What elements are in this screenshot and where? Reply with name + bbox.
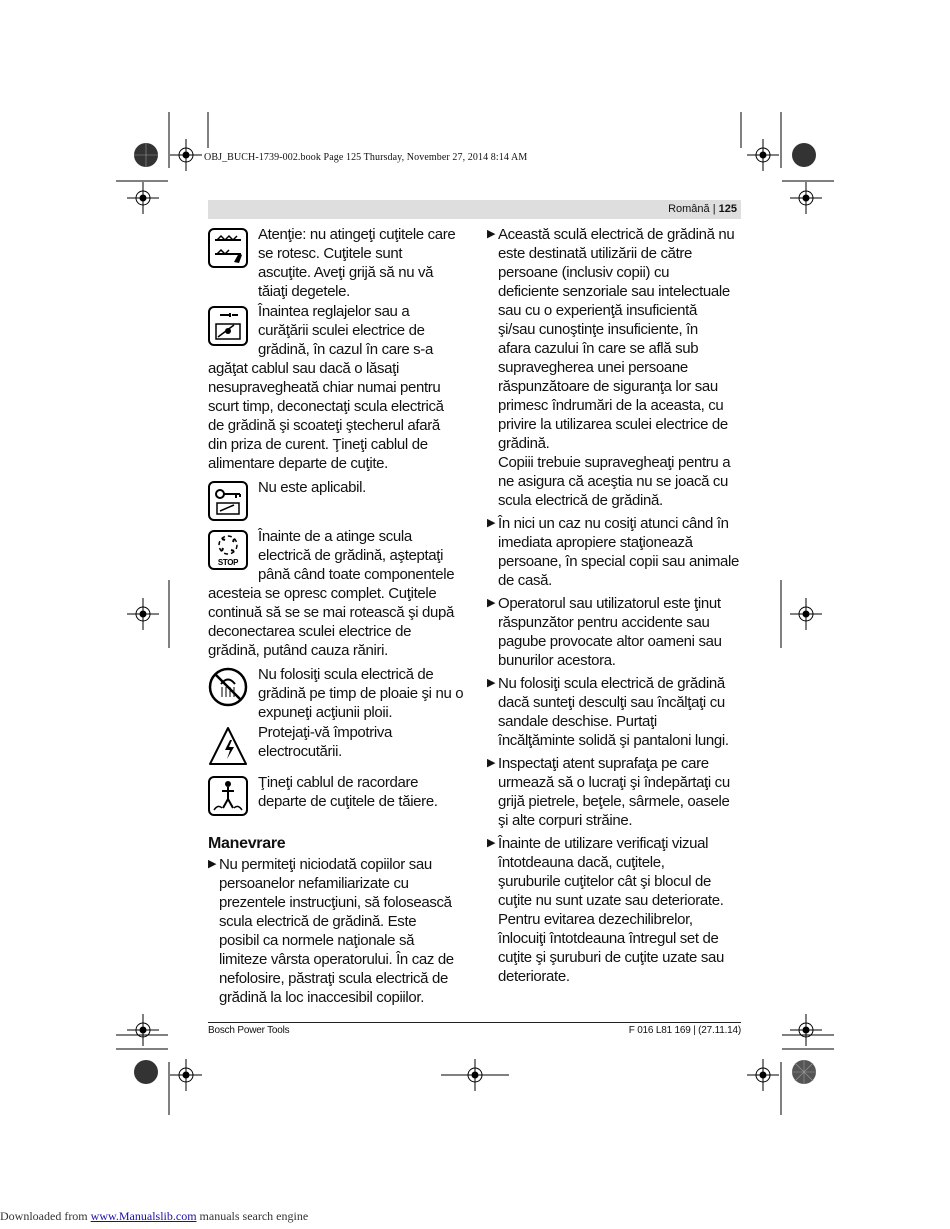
- text-line: nesupravegheată chiar numai pentru: [208, 379, 441, 396]
- header-bar: [208, 200, 741, 219]
- text-line: Înaintea reglajelor sau a: [258, 303, 410, 320]
- header-separator: |: [712, 203, 716, 215]
- bullet-arrow-icon: ▶: [487, 228, 496, 240]
- text-line: nefolosire, păstraţi scula electrică de: [219, 970, 448, 987]
- text-line: dacă sunteţi desculţi sau încălţaţi cu: [498, 694, 725, 711]
- text-line: Protejaţi-vă împotriva: [258, 724, 393, 741]
- text-line: din priza de curent. Ţineţi cablul de: [208, 436, 428, 453]
- text-line: scula electrică de grădină. Este: [219, 913, 417, 930]
- text-line: răspunzător pentru accidente sau: [498, 614, 710, 631]
- text-line: ne asigura că aceştia nu se joacă cu: [498, 473, 729, 490]
- stop-label: STOP: [217, 558, 239, 567]
- text-line: tăiaţi degetele.: [258, 283, 350, 300]
- text-line: scurt timp, deconectaţi scula electrică: [208, 398, 444, 415]
- text-line: limiteze vârsta operatorului. În caz de: [219, 951, 454, 968]
- safety-item-electric-shock: [208, 723, 466, 773]
- text-line: alimentare departe de cuţite.: [208, 455, 388, 472]
- text-line: înlocuiţi întotdeauna întregul set de: [498, 930, 719, 947]
- text-line: răspunzătoare de siguranţa lor sau: [498, 378, 718, 395]
- section-title-manevrare: Manevrare: [208, 835, 286, 852]
- bullet-arrow-icon: ▶: [487, 837, 496, 849]
- text-line: posibil ca normele naţionale să: [219, 932, 415, 949]
- text-line: Nu folosiţi scula electrică de: [258, 666, 434, 683]
- right-column: [487, 225, 742, 990]
- text-line: electrică de grădină, aşteptaţi: [258, 547, 444, 564]
- text-line: În nici un caz nu cosiţi atunci când în: [498, 515, 729, 532]
- text-line: deconectarea sculei electrice de: [208, 623, 412, 640]
- bullet-item: [208, 855, 466, 1007]
- bullet-arrow-icon: ▶: [487, 517, 496, 529]
- text-line: grădină.: [498, 435, 550, 452]
- text-line: Înainte de a atinge scula: [258, 528, 412, 545]
- text-line: urmează să o lucraţi şi îndepărtaţi cu: [498, 774, 730, 791]
- running-header: [668, 203, 737, 215]
- safety-item-rotating-blades: [208, 225, 466, 301]
- text-line: de casă.: [498, 572, 552, 589]
- text-line: privire la utilizarea sculei electrice de: [498, 416, 728, 433]
- bullet-arrow-icon: ▶: [487, 597, 496, 609]
- text-line: este destinată utilizării de către: [498, 245, 693, 262]
- text-line: deficiente senzoriale sau intelectuale: [498, 283, 730, 300]
- safety-item-not-applicable: [208, 478, 466, 527]
- text-line: sau cu o experienţă insuficientă: [498, 302, 697, 319]
- text-line: până când toate componentele: [258, 566, 455, 583]
- text-line: primesc îndrumări de la aceasta, cu: [498, 397, 724, 414]
- text-line: prezentele instrucţiuni, să folosească: [219, 894, 452, 911]
- text-line: grădină la loc inaccesibil copiilor.: [219, 989, 425, 1006]
- bullet-item: [487, 594, 742, 670]
- left-column: [208, 225, 466, 1011]
- text-line: persoane, în special copii sau animale: [498, 553, 740, 570]
- text-line: şi alte corpuri străine.: [498, 812, 633, 829]
- text-line: expuneţi acţiunii ploii.: [258, 704, 393, 721]
- keep-cable-away-icon: [208, 776, 248, 816]
- text-line: şi/sau cunoştinţe insuficiente, în: [498, 321, 698, 338]
- key-manual-icon: [208, 481, 248, 521]
- text-line: Înainte de utilizare verificaţi vizual: [498, 835, 709, 852]
- safety-item-unplug: [208, 302, 466, 473]
- text-line: se rotesc. Cuţitele sunt: [258, 245, 403, 262]
- text-line: Pentru evitarea dezechilibrelor,: [498, 911, 693, 928]
- text-line: încălţăminte solidă şi pantaloni lungi.: [498, 732, 729, 749]
- text-line: grădină, în cazul în care s-a: [258, 341, 433, 358]
- no-rain-icon: [208, 667, 248, 707]
- text-line: grijă pietrele, beţele, sârmele, oasele: [498, 793, 730, 810]
- footer-doc-number: F 016 L81 169 | (27.11.14): [628, 1025, 741, 1036]
- text-line: Ţineţi cablul de racordare: [258, 774, 419, 791]
- bullet-arrow-icon: ▶: [208, 858, 217, 870]
- text-line: persoane (inclusiv copii) cu: [498, 264, 670, 281]
- text-line: grădină, putând cauza răniri.: [208, 642, 388, 659]
- text-line: departe de cuţitele de tăiere.: [258, 793, 438, 810]
- unplug-before-adjust-icon: [208, 306, 248, 346]
- text-line: şuruburile cuţitelor cât şi blocul de: [498, 873, 711, 890]
- page-number: 125: [718, 203, 737, 215]
- text-line: Operatorul sau utilizatorul este ţinut: [498, 595, 721, 612]
- electric-shock-warning-icon: [208, 726, 248, 766]
- bullet-arrow-icon: ▶: [487, 677, 496, 689]
- text-line: continuă să se se mai rotească şi după: [208, 604, 455, 621]
- text-line: Nu permiteţi niciodată copiilor sau: [219, 856, 432, 873]
- download-prefix: Downloaded from: [0, 1209, 91, 1223]
- text-line: Inspectaţi atent suprafaţa pe care: [498, 755, 709, 772]
- text-line: Nu folosiţi scula electrică de grădină: [498, 675, 725, 692]
- bullet-arrow-icon: ▶: [487, 757, 496, 769]
- download-notice: [0, 1209, 308, 1224]
- safety-item-no-rain: [208, 665, 466, 722]
- text-line: acesteia se opresc complet. Cuţitele: [208, 585, 437, 602]
- text-line: persoanelor nefamiliarizate cu: [219, 875, 409, 892]
- header-language: Română: [668, 203, 710, 215]
- footer-rule: [208, 1022, 741, 1023]
- bullet-item: [487, 514, 742, 590]
- safety-item-cable-away: [208, 773, 466, 819]
- bullet-item: [487, 834, 742, 986]
- stop-rotation-icon: [208, 530, 248, 570]
- text-line: deteriorate.: [498, 968, 570, 985]
- footer-brand: Bosch Power Tools: [208, 1025, 290, 1036]
- text-line: sandale deschise. Purtaţi: [498, 713, 657, 730]
- bullet-item: [487, 674, 742, 750]
- text-line: Nu este aplicabil.: [258, 479, 366, 496]
- text-line: cuţite nu sunt uzate sau deteriorate.: [498, 892, 724, 909]
- text-line: electrocutării.: [258, 743, 342, 760]
- text-line: imediata apropiere staţionează: [498, 534, 693, 551]
- text-line: Atenţie: nu atingeţi cuţitele care: [258, 226, 456, 243]
- text-line: întotdeauna dacă, cuţitele,: [498, 854, 665, 871]
- text-line: pagube provocate altor oameni sau: [498, 633, 722, 650]
- bullet-item: [487, 754, 742, 830]
- text-line: bunurilor acestora.: [498, 652, 616, 669]
- text-line: Copiii trebuie supravegheaţi pentru a: [498, 454, 731, 471]
- text-line: Această sculă electrică de grădină nu: [498, 226, 735, 243]
- print-slug: OBJ_BUCH-1739-002.book Page 125 Thursday, November 27, 2014 8:14 AM: [204, 152, 528, 163]
- rotating-blades-warning-icon: [208, 228, 248, 268]
- text-line: curăţării sculei electrice de: [258, 322, 425, 339]
- text-line: ascuţite. Aveţi grijă să nu vă: [258, 264, 434, 281]
- text-line: scula electrică de grădină.: [498, 492, 663, 509]
- text-line: agăţat cablul sau dacă o lăsaţi: [208, 360, 399, 377]
- manualslib-link[interactable]: www.Manualslib.com: [90, 1209, 197, 1223]
- text-line: grădină pe timp de ploaie şi nu o: [258, 685, 464, 702]
- bullet-item: [487, 225, 742, 510]
- text-line: afara cazului în care se află sub: [498, 340, 699, 357]
- text-line: de grădină şi scoateţi ştecherul afară: [208, 417, 440, 434]
- download-suffix: manuals search engine: [196, 1209, 309, 1223]
- text-line: cuţite şi şuruburi de cuţite uzate sau: [498, 949, 724, 966]
- text-line: supravegherea unei persoane: [498, 359, 688, 376]
- safety-item-wait-stop: [208, 527, 466, 660]
